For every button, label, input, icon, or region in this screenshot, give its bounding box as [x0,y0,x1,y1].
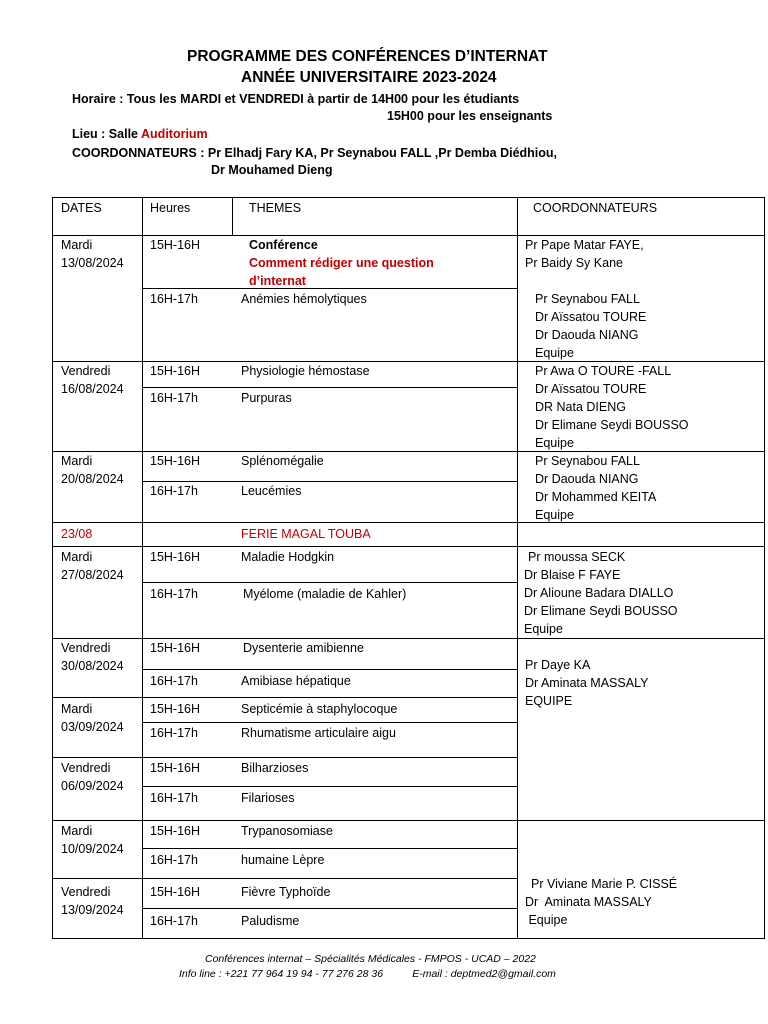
grid-line [142,481,517,482]
theme-cell: Filarioses [241,791,295,805]
hour-cell: 16H-17h [150,791,198,805]
hour-cell: 16H-17h [150,726,198,740]
coordinators-line-2: Dr Mouhamed Dieng [211,163,333,177]
grid-line [52,878,517,879]
theme-cell: Anémies hémolytiques [241,292,367,306]
theme-cell: Myélome (maladie de Kahler) [243,587,407,601]
theme-cell: Maladie Hodgkin [241,550,335,564]
grid-line [52,197,53,939]
date-cell: Mardi 10/09/2024 [61,824,124,856]
page-title: PROGRAMME DES CONFÉRENCES D’INTERNAT [187,48,548,65]
page-subtitle: ANNÉE UNIVERSITAIRE 2023-2024 [241,69,497,86]
footer-line-2: Info line : +221 77 964 19 94 - 77 276 28 36 E-mail : deptmed2@gmail.com [179,968,556,980]
coordinators-line-1: COORDONNATEURS : Pr Elhadj Fary KA, Pr Seynabou FALL ,Pr Demba Diédhiou, [72,146,558,160]
coordinators-cell: Pr Daye KA Dr Aminata MASSALY EQUIPE [525,658,649,708]
hour-cell: 16H-17h [150,391,198,405]
date-cell: Vendredi 13/09/2024 [61,885,124,917]
hour-cell: 15H-16H [150,885,201,899]
horaire-line-2: 15H00 pour les enseignants [387,109,553,123]
date-cell: Mardi 13/08/2024 [61,238,124,270]
hour-cell: 16H-17h [150,292,198,306]
theme-cell: Fièvre Typhoïde [241,885,331,899]
theme-cell: humaine Lèpre [241,853,325,867]
footer-line-1: Conférences internat – Spécialités Médicales - FMPOS - UCAD – 2022 [205,953,536,965]
grid-line [142,722,517,723]
hour-cell: 15H-16H [150,238,201,252]
hour-cell: 15H-16H [150,550,201,564]
theme-cell: Splénomégalie [241,454,324,468]
theme-cell: Trypanosomiase [241,824,333,838]
hour-cell: 15H-16H [150,641,201,655]
grid-line [232,197,233,235]
horaire-line-1: Horaire : Tous les MARDI et VENDREDI à partir de 14H00 pour les étudiants [72,92,520,106]
theme-cell: Dysenterie amibienne [243,641,364,655]
theme-cell: Bilharzioses [241,761,309,775]
hour-cell: 16H-17h [150,674,198,688]
grid-line [142,669,517,670]
theme-cell: Physiologie hémostase [241,364,370,378]
theme-cell: Amibiase hépatique [241,674,351,688]
coordinators-cell: Pr Seynabou FALL Dr Aïssatou TOURE Dr Daouda NIANG Equipe [535,292,647,360]
theme-cell: Septicémie à staphylocoque [241,702,398,716]
grid-line [142,197,143,939]
column-header-dates: DATES [61,201,102,215]
theme-cell: Paludisme [241,914,300,928]
theme-highlight-cell: Comment rédiger une question d’internat [249,256,434,288]
theme-cell: Rhumatisme articulaire aigu [241,726,396,740]
hour-cell: 16H-17h [150,914,198,928]
grid-line [142,786,517,787]
column-header-themes: THEMES [249,201,302,215]
coordinators-cell: Pr moussa SECK Dr Blaise F FAYE Dr Alioune Badara DIALLO Dr Elimane Seydi BOUSSO Equipe [524,550,678,636]
hour-cell: 16H-17h [150,484,198,498]
lieu-label: Lieu : Salle [72,127,142,141]
coordinators-cell: Pr Pape Matar FAYE, Pr Baidy Sy Kane [525,238,644,270]
theme-cell: Purpuras [241,391,292,405]
grid-line [142,848,517,849]
hour-cell: 15H-16H [150,364,201,378]
grid-line [52,697,517,698]
grid-line [142,387,517,388]
grid-line [52,522,765,523]
date-cell: Mardi 20/08/2024 [61,454,124,486]
column-header-coordinators: COORDONNATEURS [533,201,658,215]
hour-cell: 15H-16H [150,454,201,468]
lieu-line [72,127,208,141]
date-cell: Vendredi 06/09/2024 [61,761,124,793]
hour-cell: 16H-17h [150,853,198,867]
holiday-theme-cell: FERIE MAGAL TOUBA [241,527,371,541]
grid-line [52,820,765,821]
grid-line [517,197,518,939]
holiday-date-cell: 23/08 [61,527,93,541]
coordinators-cell: Pr Viviane Marie P. CISSÉ Dr Aminata MASSALY Equipe [525,877,678,927]
grid-line [52,546,765,547]
grid-line [52,757,517,758]
grid-line [142,582,517,583]
hour-cell: 16H-17h [150,587,198,601]
theme-cell: Conférence [249,238,318,252]
hour-cell: 15H-16H [150,761,201,775]
hour-cell: 15H-16H [150,824,201,838]
date-cell: Vendredi 16/08/2024 [61,364,124,396]
column-header-hours: Heures [150,201,191,215]
date-cell: Vendredi 30/08/2024 [61,641,124,673]
hour-cell: 15H-16H [150,702,201,716]
grid-line [764,197,765,939]
date-cell: Mardi 03/09/2024 [61,702,124,734]
lieu-value: Auditorium [141,127,208,141]
theme-cell: Leucémies [241,484,302,498]
grid-line [142,908,517,909]
date-cell: Mardi 27/08/2024 [61,550,124,582]
coordinators-cell: Pr Seynabou FALL Dr Daouda NIANG Dr Mohammed KEITA Equipe [535,454,657,522]
coordinators-cell: Pr Awa O TOURE -FALL Dr Aïssatou TOURE DR Nata DIENG Dr Elimane Seydi BOUSSO Equipe [535,364,689,450]
grid-line [52,197,765,198]
